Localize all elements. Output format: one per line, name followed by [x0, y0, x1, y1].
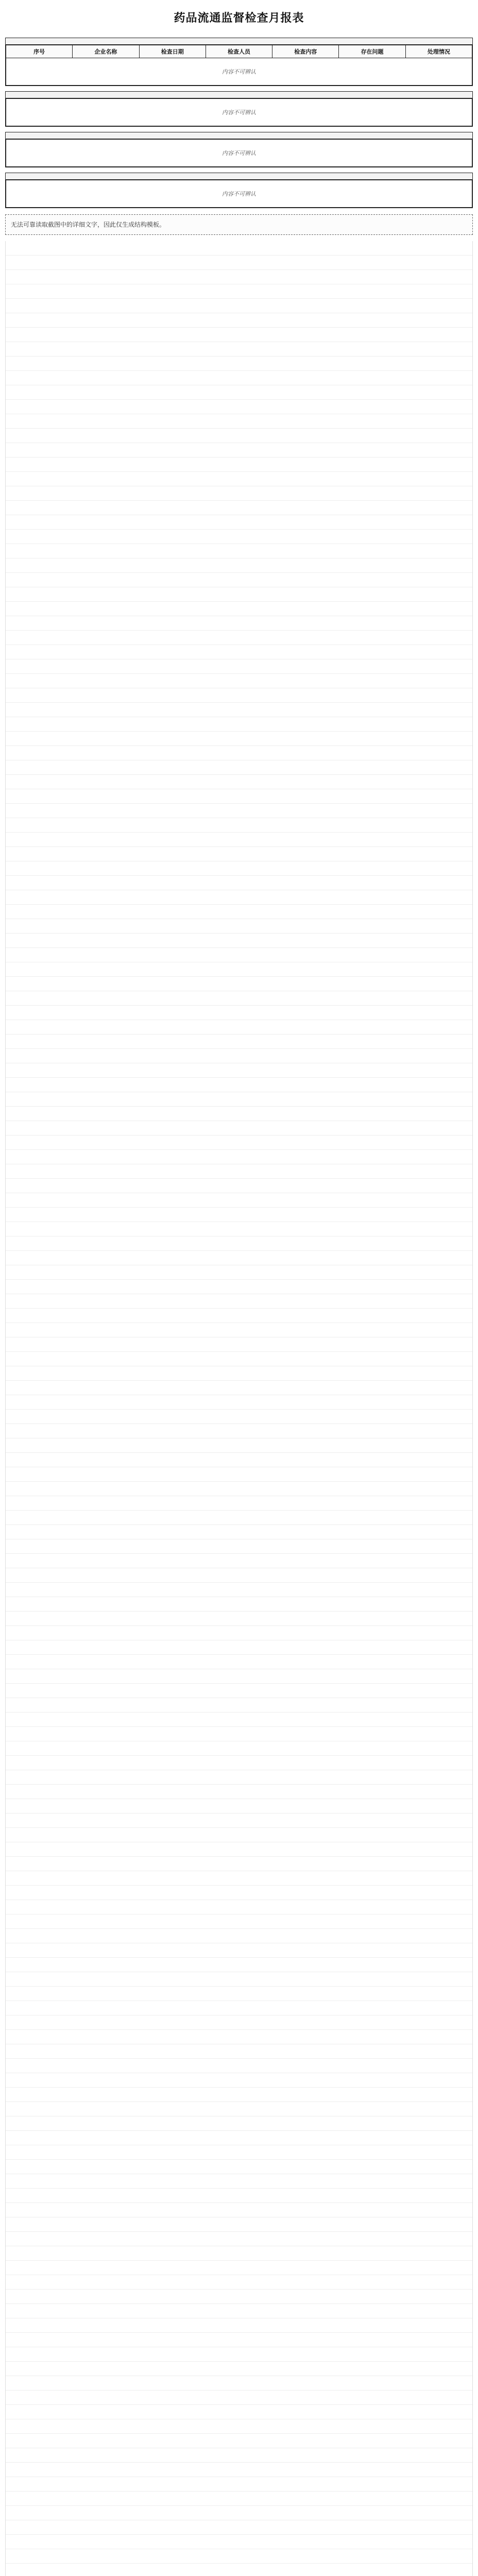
- section-title: [6, 132, 472, 139]
- report-section: [5, 173, 473, 208]
- column-header-index: 序号: [6, 45, 73, 58]
- column-header-issues: 存在问题: [339, 45, 405, 58]
- report-section: [5, 38, 473, 86]
- column-header-company: 企业名称: [73, 45, 139, 58]
- column-header-inspector: 检查人员: [206, 45, 272, 58]
- section-title: [6, 173, 472, 180]
- section-placeholder: 内容不可辨认: [6, 99, 472, 126]
- report-table: [6, 45, 472, 86]
- column-header-action: 处理情况: [405, 45, 472, 58]
- report-section: [5, 132, 473, 167]
- table-row: [6, 99, 472, 126]
- table-header-row: [6, 45, 472, 58]
- section-placeholder: 内容不可辨认: [6, 140, 472, 167]
- table-row: [6, 180, 472, 208]
- report-table: [6, 98, 472, 126]
- table-row: [6, 58, 472, 86]
- report-section: [5, 91, 473, 127]
- section-placeholder: 内容不可辨认: [6, 180, 472, 208]
- page-title: 药品流通监督检查月报表: [174, 12, 304, 25]
- report-table: [6, 180, 472, 208]
- section-title: [6, 38, 472, 45]
- table-row: [6, 140, 472, 167]
- column-header-content: 检查内容: [272, 45, 339, 58]
- document-body-placeholder: [5, 241, 473, 2576]
- column-header-date: 检查日期: [139, 45, 206, 58]
- section-title: [6, 92, 472, 98]
- section-placeholder: 内容不可辨认: [6, 58, 472, 86]
- transcription-notice: 无法可靠读取截图中的详细文字，因此仅生成结构模板。: [5, 214, 473, 235]
- report-table: [6, 139, 472, 167]
